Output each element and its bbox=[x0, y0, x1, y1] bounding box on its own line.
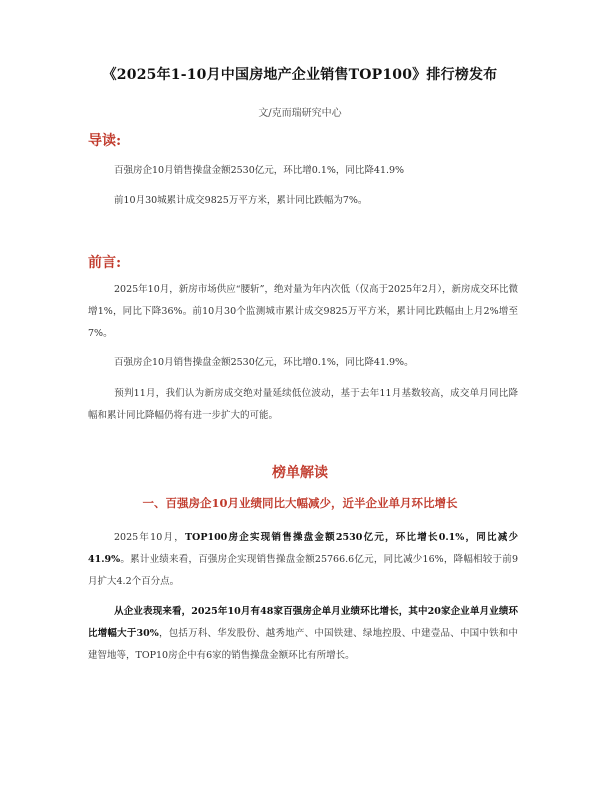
foreword-heading: 前言: bbox=[88, 255, 122, 271]
intro-heading: 导读: bbox=[88, 133, 122, 149]
ranking-paragraph-2 bbox=[88, 601, 518, 667]
intro-item-1 bbox=[88, 160, 518, 182]
foreword-paragraph-3-text: 预判11月，我们认为新房成交绝对量延续低位波动，基于去年11月基数较高，成交单月同比降幅和累计同比降幅仍将有进一步扩大的可能。 bbox=[88, 388, 518, 421]
page-title: 《2025年1-10月中国房地产企业销售TOP100》排行榜发布 bbox=[102, 67, 498, 83]
intro-item-2-text: 前10月30城累计成交9825万平方米，累计同比跌幅为7%。 bbox=[114, 195, 368, 206]
byline: 文/克而瑞研究中心 bbox=[258, 108, 342, 119]
foreword-paragraph-1 bbox=[88, 279, 518, 345]
ranking-paragraph-2-rest: ，包括万科、华发股份、越秀地产、中国铁建、绿地控股、中建壹品、中国中铁和中建智地等，TOP10房企中有6家的销售操盘金额环比有所增长。 bbox=[88, 628, 518, 661]
intro-item-1-text: 百强房企10月销售操盘金额2530亿元，环比增0.1%，同比降41.9% bbox=[114, 165, 405, 176]
ranking-paragraph-1-bold: TOP100房企实现销售操盘金额2530亿元，环比增长0.1%，同比减少41.9% bbox=[88, 532, 518, 565]
ranking-paragraph-1-rest: 。累计业绩来看，百强房企实现销售操盘金额25766.6亿元，同比减少16%，降幅相较于前9月扩大4.2个百分点。 bbox=[88, 554, 518, 587]
ranking-subheading: 一、百强房企10月业绩同比大幅减少，近半企业单月环比增长 bbox=[142, 496, 458, 510]
foreword-paragraph-2-text: 百强房企10月销售操盘金额2530亿元，环比增0.1%，同比降41.9%。 bbox=[114, 357, 414, 368]
intro-item-2 bbox=[88, 190, 518, 212]
foreword-paragraph-3 bbox=[88, 383, 518, 427]
ranking-paragraph-1-lead: 2025年10月， bbox=[114, 532, 185, 543]
ranking-paragraph-1 bbox=[88, 527, 518, 593]
foreword-paragraph-1-text: 2025年10月，新房市场供应“腰斩”，绝对量为年内次低（仅高于2025年2月），新房成交环比微增1%，同比下降36%。前10月30个监测城市累计成交9825万平方米，累计同比跌幅由上月2%增至7%。 bbox=[88, 284, 518, 339]
ranking-paragraph-2-bold: 从企业表现来看，2025年10月有48家百强房企单月业绩环比增长，其中20家企业单月业绩环比增幅大于30% bbox=[88, 606, 518, 639]
foreword-paragraph-2 bbox=[88, 352, 518, 374]
ranking-heading: 榜单解读 bbox=[272, 465, 328, 481]
